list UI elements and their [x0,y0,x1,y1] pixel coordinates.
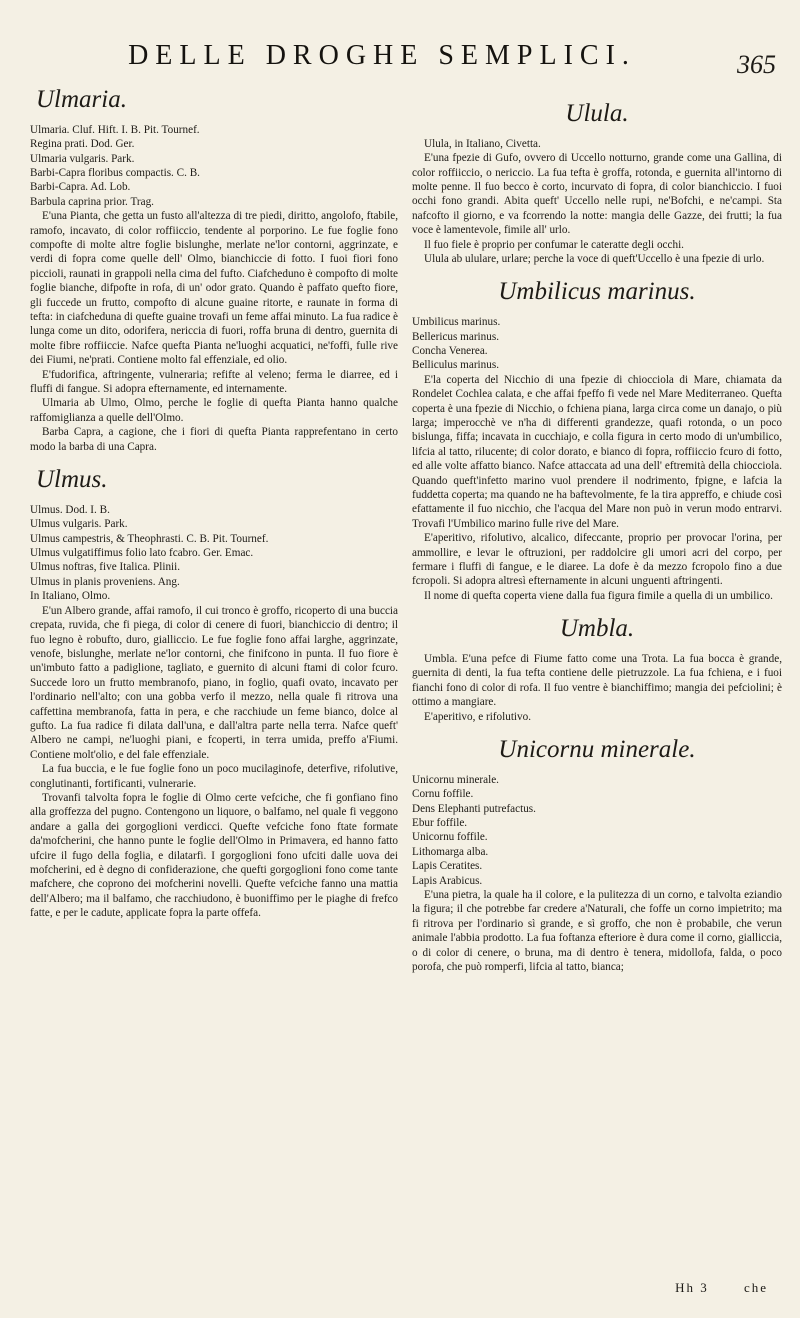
article-title: Ulmaria. [36,86,127,113]
synonym-line: Concha Venerea. [412,344,488,357]
synonym-line: Ulmus campestris, & Theophrasti. C. B. Pit. Tournef. [30,532,269,545]
body-paragraph: Trovanfi talvolta fopra le foglie di Olmo certe vefciche, che fi gonfiano fino alla groffezza del pugno. Contengono un liquore, o balfamo, nel quale fi veggono andare a galla dei gorgoglioni verdicci. Quefte vefciche fono ftate formate da'mofcherini, che hanno punte le foglie dell'Olmo in Primavera, ed hanno fatto ufcire il fugo della foglia, e dilatarfi. I gorgoglioni fono ufciti dalle uova dei mofcherini, ed è degno di confiderazione, che quefti gorgoglioni fono come tante mafchere, che coprono dei mofcherini novelli. Quefte vefciche fanno una mattia dell'Albero; ma il balfamo, che racchiudono, è buoniffimo per le piaghe di frefco fatte, e per le cadute, applicate fopra la parte offefa. [30,791,398,920]
article-title: Umbilicus marinus. [498,278,696,306]
synonym-line: Barbi-Capra floribus compactis. C. B. [30,166,200,179]
synonym-line: Ebur foffile. [412,817,468,830]
body-paragraph: E'una Pianta, che getta un fusto all'altezza di tre piedi, diritto, angolofo, ftabile, ramofo, incavato, di color roffiiccio, tendente al porporino. Le fue foglie fono compofte di molte altre foglie bislunghe, merlate ne'lor contorni, aggrinzate, e verdi di fopra come quelle dell' Olmo, bianchiccie di fotto. I fuoi fiori fono piccioli, raunati in grappoli nella cima del fufto. Ciafcheduno è compofto di molte foglie bianche, difpofte in rofa, di un' odor grato. Quando è paffato quefto fiore, gli fuccede un frutto, compofto di alcune guaine ritorte, e raunate in forma di tefta: in ciafcheduna di quefte guaine trovafi un feme affai minuto. La fua radice è lunga come un dito, odorifera, nericcia di fuori, roffa bruna di dentro, guernita di molte fibre roffiiccie. Nafce quefta Pianta ne'luoghi acquatici, ne'foffi, fulle rive dei Fiumi, ne'prati. Contiene molto fal effenziale, ed olio. [30,210,398,367]
synonym-line: Dens Elephanti putrefactus. [412,802,536,815]
synonym-line: In Italiano, Olmo. [30,590,111,603]
body-paragraph: La fua buccia, e le fue foglie fono un poco mucilaginofe, deterfive, rifolutive, conglutinanti, fortificanti, vulnerarie. [30,763,398,790]
article-entry [30,466,398,921]
body-paragraph: E'aperitivo, e rifolutivo. [424,710,532,723]
left-column [30,86,398,933]
body-paragraph: E'aperitivo, rifolutivo, alcalico, difeccante, proprio per provocar l'orina, per ammollire, e levar le oftruzioni, per raddolcire gli umori acri del corpo, per fermare i fluffi di fangue, e le diaree. La dofe è da mezzo fcropolo fino a due fcropoli. Si adopra altresì efternamente in alcuni unguenti aftringenti. [412,532,782,588]
synonym-line: Unicornu minerale. [412,773,499,786]
synonym-line: Belliculus marinus. [412,359,500,372]
body-paragraph: Il fuo fiele è proprio per confumar le cateratte degli occhi. [424,238,684,251]
page-number: 365 [737,50,776,79]
synonym-line: Lapis Ceratites. [412,860,483,873]
body-paragraph: E'la coperta del Nicchio di una fpezie di chiocciola di Mare, chiamata da Rondelet Cochlea calata, e che affai fpeffo fi vede nel Mare Mediterraneo. Quefta coperta è una fpezie di Nicchio, o fchiena piana, larga circa come un danajo, o più larga; imperocchè ve n'ha di differenti grandezze, quafi rotonda, o un poco bislunga, fiffa; incavata in cucchiajo, e colla figura in certo modo di un'umbilico, lifcia al tatto, rilucente; di color dorato, e bianco di fopra, roffiiccio fcuro di fotto, ed alle volte affatto bianco. Nafce attaccata ad una dell' eftremità della chiocciola. Quando queft'infetto marino vuol prendere il nodrimento, fpigne, e lafcia la fuddetta coperta; ma quando ne ha baftevolmente, fe la tira appreffo, e chiude così efattamente il fuo nicchio, che l'acqua del Mare non può in verun modo entrarvi. Trovafi l'Umbilico marino fulle rive del Mare. [412,373,782,530]
synonym-line: Unicornu foffile. [412,831,488,844]
body-paragraph: E'una fpezie di Gufo, ovvero di Uccello notturno, grande come una Gallina, di color roffiiccio, o nericcio. La fua tefta è groffa, rotonda, e guernita all'intorno di molte penne. Il fuo becco è corto, incurvato di fopra, di color bianchiccio. I fuoi occhi fono grandi. Abita queft' Uccello nelle rupi, ne'Bofchi, e ne'campi. Sta nafcofto il giorno, e va fcorrendo la notte: mangia delle Gazze, dei frutti; la fua voce è lamentevole, fimile all' urlo. [412,152,782,237]
body-paragraph: Ulula, in Italiano, Civetta. [424,137,541,150]
body-paragraph: Umbla. E'una pefce di Fiume fatto come una Trota. La fua bocca è grande, guernita di denti, la fua tefta contiene delle pietruzzole. La fua fchiena, e i fuoi fianchi fono di color di rofa. Il fuo ventre è bianchiffimo; mangia dei pefciolini; è ottimo a mangiare. [412,653,782,709]
synonym-line: Bellericus marinus. [412,330,499,343]
body-paragraph: E'una pietra, la quale ha il colore, e la pulitezza di un corno, e talvolta eziandio la figura; il che potrebbe far credere a'Naturali, che foffe un corno impietrito; ma fi ritrova per l'ordinario sì grande, e sì groffo, che non è probabile, che verun animale l'abbia prodotto. La fua foftanza efteriore è dura come il corno, gialliccia, o di color di cenere, o bruna, ma di dentro è tenera, midollofa, falda, o poco porofa, che può romperfi, lifcia al tatto, bianca; [412,889,782,974]
article-title: Ulmus. [36,466,108,494]
body-paragraph: Ulula ab ululare, urlare; perche la voce di queft'Uccello è una fpezie di urlo. [424,253,765,265]
page-footer [645,1280,768,1296]
right-column [412,100,782,987]
synonym-line: Barbi-Capra. Ad. Lob. [30,181,131,194]
article-title: Unicornu minerale. [498,736,696,764]
synonym-line: Ulmus noftras, five Italica. Plinii. [30,561,181,574]
body-paragraph: E'fudorifica, aftringente, vulneraria; refifte al veleno; ferma le diarree, ed i fluffi di fangue. Si adopra efternamente, ed internamente. [30,368,398,396]
synonym-line: Ulmus. Dod. I. B. [30,503,110,516]
article-title: Ulula. [565,100,629,127]
article-entry [412,278,782,603]
article-title: Umbla. [559,615,635,643]
article-entry [412,615,782,724]
synonym-line: Lapis Arabicus. [412,874,483,887]
body-paragraph: Barba Capra, a cagione, che i fiori di quefta Pianta rapprefentano in certo modo la barba di una Capra. [30,426,398,453]
synonym-line: Regina prati. Dod. Ger. [30,138,135,151]
article-entry [412,100,782,266]
catchword: che [743,1280,768,1295]
body-paragraph: E'un Albero grande, affai ramofo, il cui tronco è groffo, ricoperto di una buccia crepata, ruvida, che fi piega, di color di cenere di fuori, bianchiccio di dentro; il fuo legno è robufto, duro, gialliccio. Le fue foglie fono affai larghe, aggrinzate, venofe, bislunghe, merlate ne'lor contorni, che finifcono in punta. Il fuo fiore è un'imbuto fatto a padiglione, tagliato, e guernito di alcuni ftami di color fcuro. Succede loro un frutto membranofo, piano, in foglio, quafi ovato, incavato per l'ordinario nell'alto; con una gobba verfo il mezzo, nella quale fi ritrova una caffettina membranofa, fatta in pera, e che racchiude un feme bianco, dolce al gufto. La fua radice fi dilata dall'una, e dall'altra parte nella terra. Nafce queft' Albero ne campi, ne'luoghi piani, e fcoperti, in terra umida, preffo a'Fiumi. Contiene molt'olio, e del fale effenziale. [30,604,398,761]
synonym-line: Ulmus vulgaris. Park. [30,518,128,531]
body-paragraph: Il nome di quefta coperta viene dalla fua figura fimile a quella di un umbilico. [424,589,773,602]
synonym-line: Lithomarga alba. [412,845,489,858]
synonym-line: Ulmaria. Cluf. Hift. I. B. Pit. Tournef. [30,123,200,136]
article-entry [412,736,782,974]
synonym-line: Ulmus vulgatiffimus folio lato fcabro. Ger. Emac. [30,547,254,560]
article-entry [30,86,398,454]
synonym-line: Ulmus in planis proveniens. Ang. [30,575,180,588]
synonym-line: Umbilicus marinus. [412,316,501,329]
synonym-line: Barbula caprina prior. Trag. [30,195,154,208]
running-head: DELLE DROGHE SEMPLICI. [128,40,636,71]
synonym-line: Cornu foffile. [412,788,474,801]
signature-mark: Hh 3 [675,1280,709,1295]
body-paragraph: Ulmaria ab Ulmo, Olmo, perche le foglie di quefta Pianta hanno qualche raffomiglianza a quelle dell'Olmo. [30,397,398,424]
synonym-line: Ulmaria vulgaris. Park. [30,152,135,165]
